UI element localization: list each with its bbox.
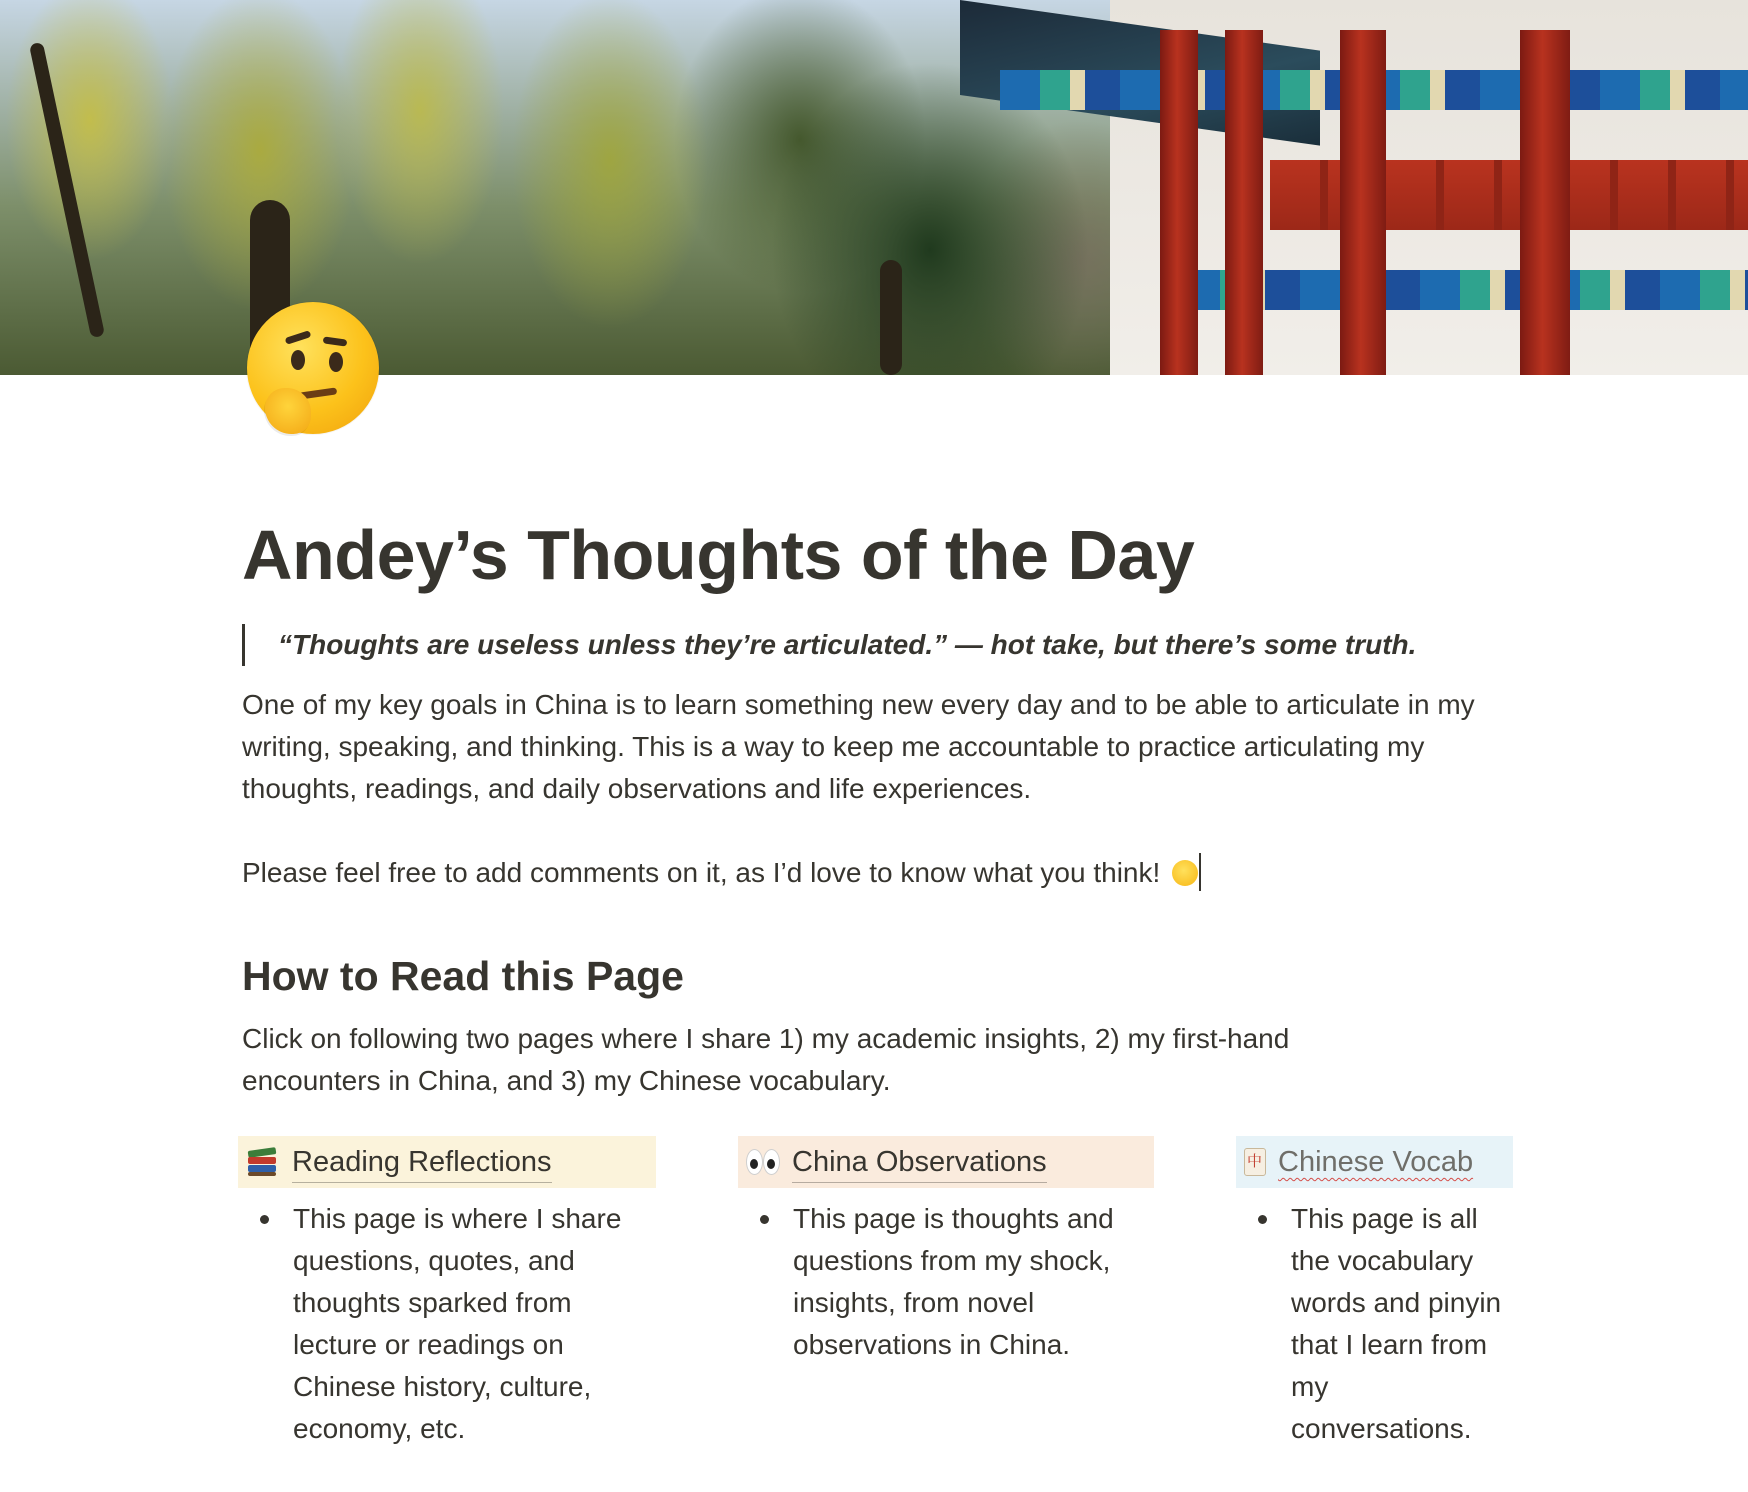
bullet-list [238,1198,656,1450]
red-pillar [1160,30,1198,375]
page-link-reading-reflections[interactable] [238,1136,656,1188]
section-heading[interactable]: How to Read this Page [242,953,684,999]
tree-trunk [880,260,902,375]
eyebrow [285,330,312,345]
quote-block[interactable]: “Thoughts are useless unless they’re articulated.” — hot take, but there’s some truth. [242,624,1416,666]
section-description[interactable]: Click on following two pages where I share 1) my academic insights, 2) my first-hand encounters in China, and 3) my Chinese vocabulary. [242,1023,1290,1096]
eyes-icon [746,1147,780,1177]
link-label[interactable]: Chinese Vocab [1278,1146,1474,1178]
painted-beam [1180,270,1748,310]
invite-text: Please feel free to add comments on it, as I’d love to know what you think! [242,857,1161,888]
link-label[interactable]: Reading Reflections [292,1142,552,1183]
eye [329,352,343,372]
slightly-smiling-face-icon [1172,860,1198,886]
column-chinese-vocab [1236,1136,1513,1450]
list-item[interactable]: This page is all the vocabulary words and pinyin that I learn from my conversations. [1236,1198,1513,1450]
invite-paragraph[interactable] [242,852,1512,894]
eye [291,350,305,370]
list-item[interactable]: This page is thoughts and questions from my shock, insights, from novel observations in China. [738,1198,1154,1366]
eyebrow [323,336,348,346]
column-china-observations [738,1136,1154,1366]
page-link-china-observations[interactable] [738,1136,1154,1188]
column-reading-reflections [238,1136,656,1450]
red-pillar [1225,30,1263,375]
page-link-chinese-vocab[interactable] [1236,1136,1513,1188]
page-title[interactable]: Andey’s Thoughts of the Day [242,516,1195,594]
link-label[interactable]: China Observations [792,1142,1047,1183]
books-icon [246,1147,280,1177]
text-cursor [1199,853,1201,891]
cover-image[interactable] [0,0,1748,375]
red-pillar [1520,30,1570,375]
bullet-list [738,1198,1154,1366]
intro-paragraph[interactable]: One of my key goals in China is to learn something new every day and to be able to articulate in my writing, speaking, and thinking. This is a way to keep me accountable to practice articulating my thoughts, readings, and daily observations and life experiences. [242,689,1475,804]
hand [265,388,311,434]
red-pillar [1340,30,1386,375]
mahjong-tile-icon [1244,1148,1266,1176]
thinking-face-icon[interactable] [247,302,379,434]
bullet-list [1236,1198,1513,1450]
list-item[interactable]: This page is where I share questions, quotes, and thoughts sparked from lecture or readings on Chinese history, culture, economy, etc. [238,1198,656,1450]
